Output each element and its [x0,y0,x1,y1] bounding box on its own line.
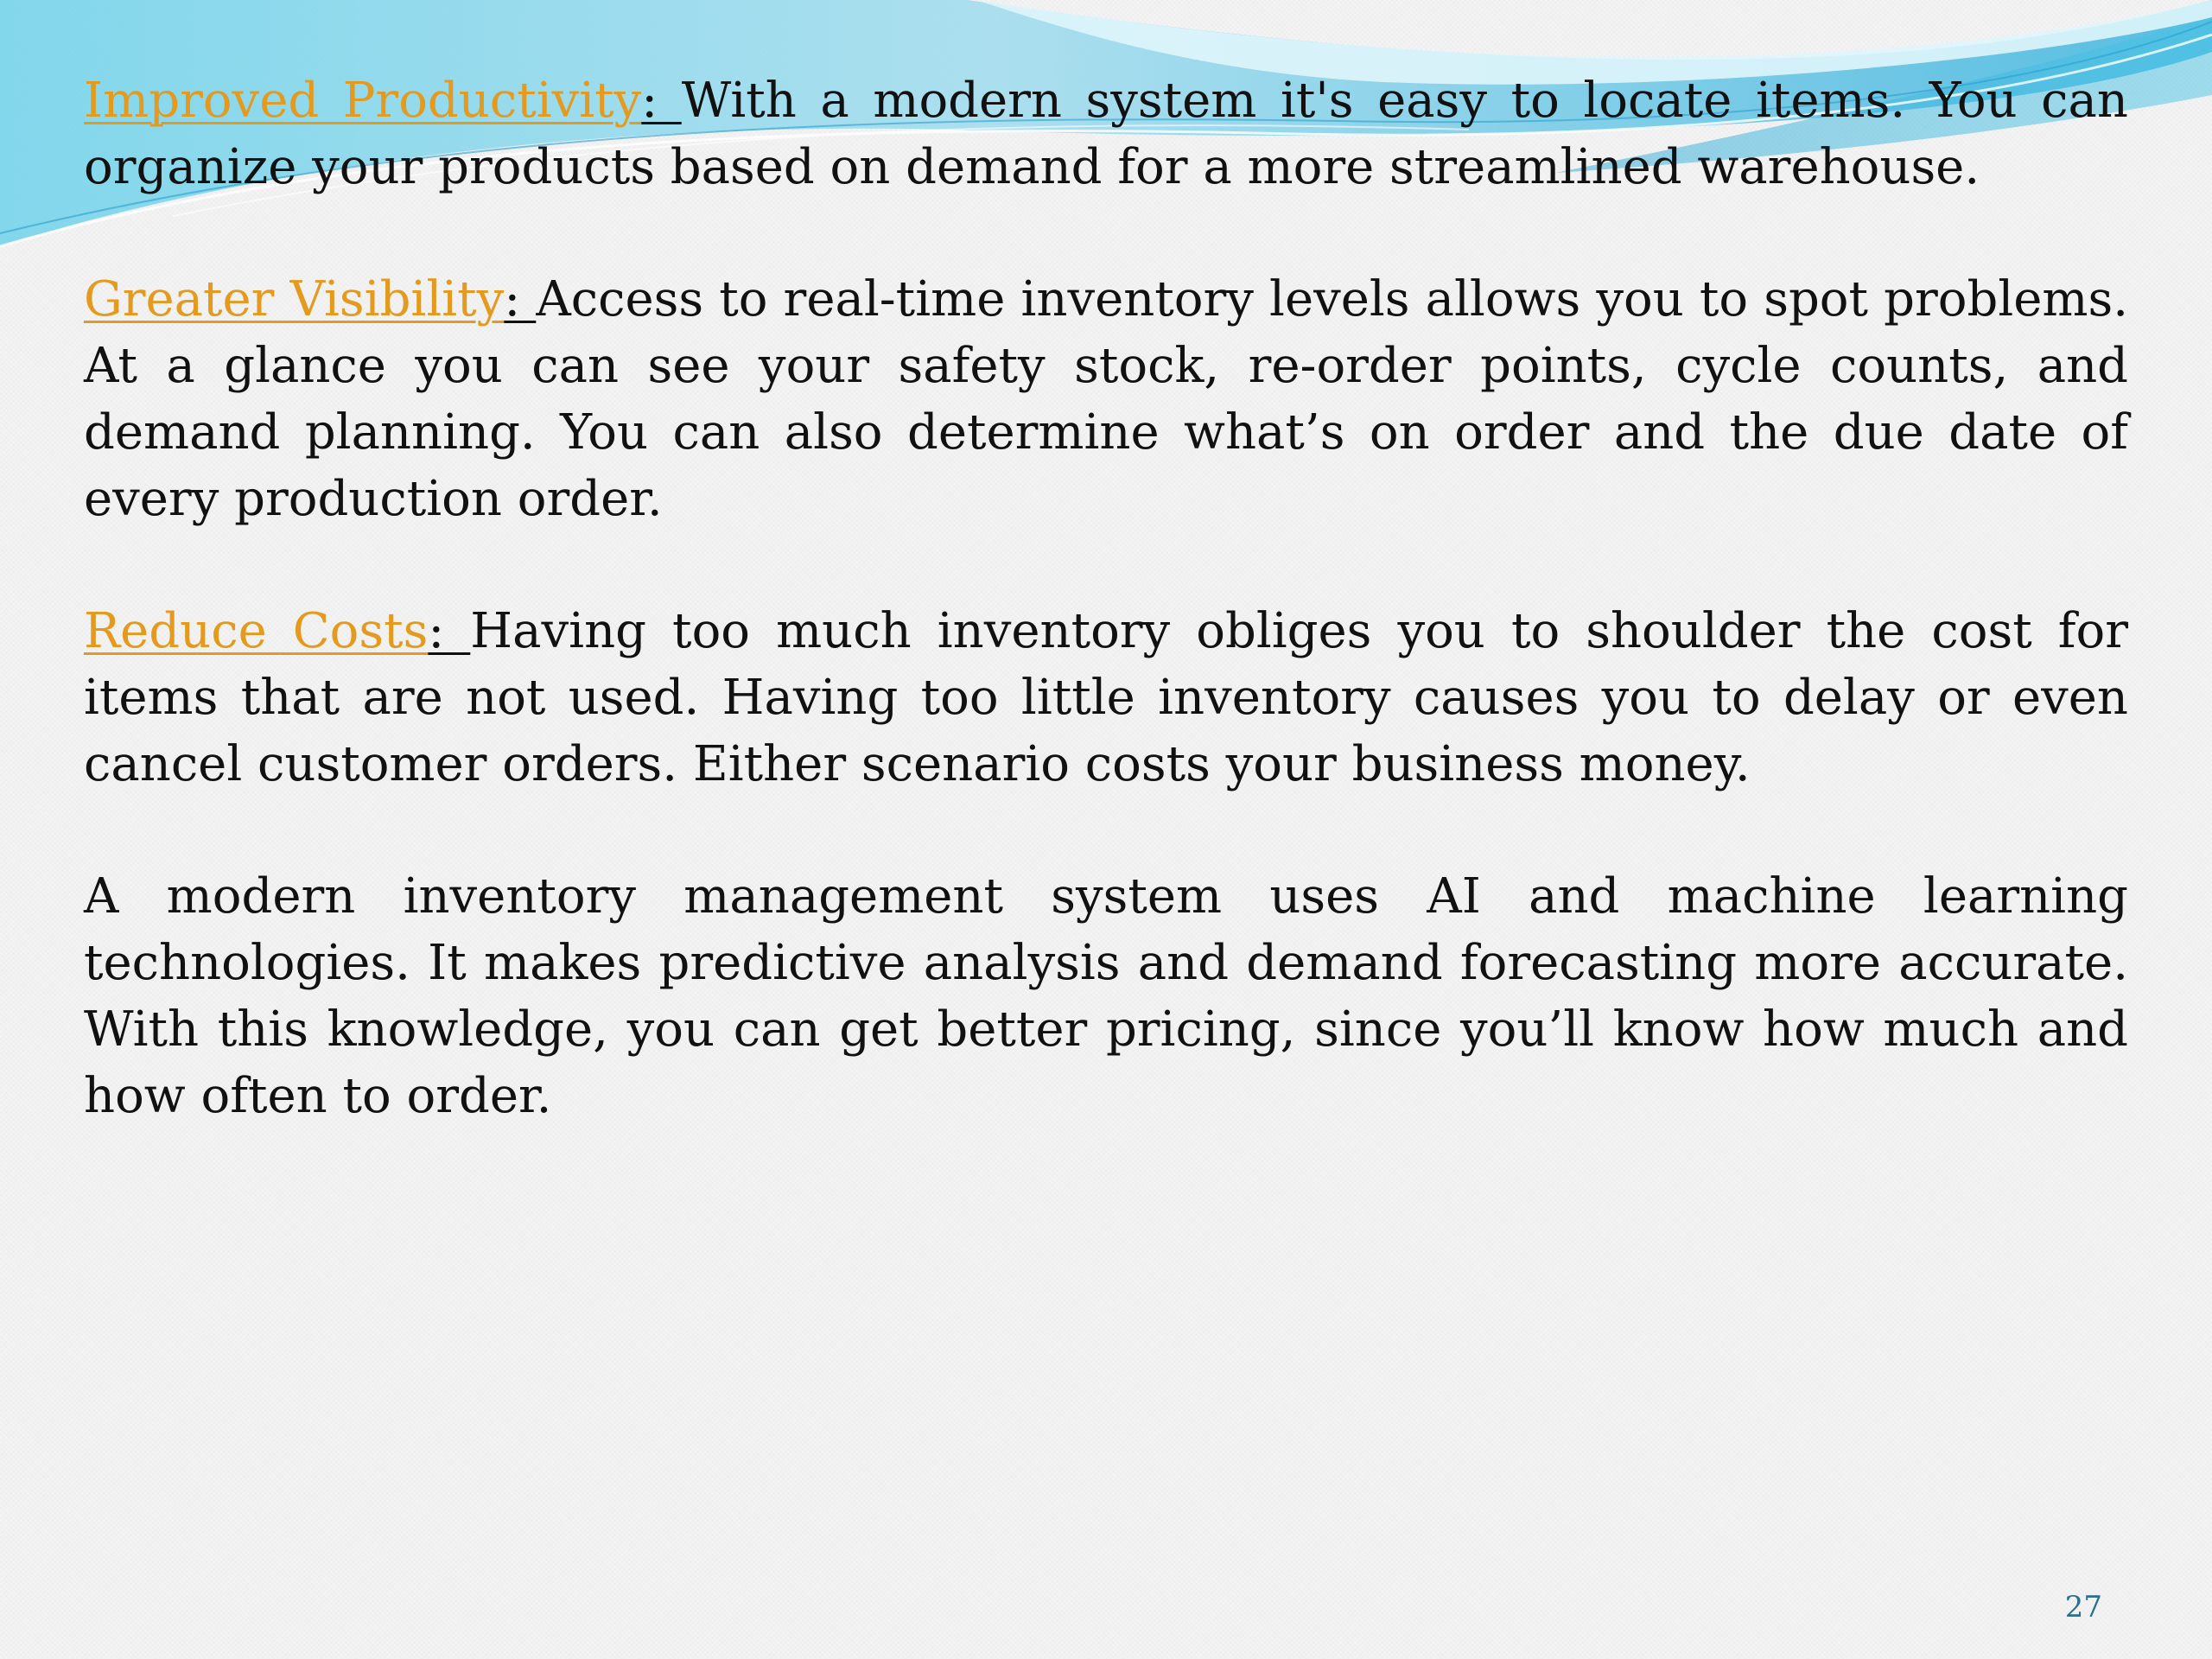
term-reduce-costs[interactable]: Reduce Costs [84,603,429,659]
paragraph-improved-productivity [84,67,2128,200]
paragraph-text: A modern inventory management system uses AI and machine learning technologies. It makes predictive analysis and demand forecasting more accurate. With this knowledge, you can get better pricing, since you’ll know how much and how often to order. [84,868,2128,1124]
term-separator: : [504,271,537,327]
term-greater-visibility[interactable]: Greater Visibility [84,271,505,327]
page-number: 27 [2064,1590,2102,1624]
term-separator: : [428,603,471,659]
slide-body [84,67,2128,1195]
term-separator: : [641,73,682,129]
paragraph-modern-system [84,863,2128,1129]
term-improved-productivity[interactable]: Improved Productivity [84,73,642,129]
paragraph-text: With a modern system it's easy to locate items. You can organize your products based on demand for a more streamlined warehouse. [84,73,2129,195]
paragraph-text: Access to real-time inventory levels allows you to spot problems. At a glance you can see your safety stock, re-order points, cycle counts, and demand planning. You can also determine what’s on order and the due date of every production order. [84,271,2129,527]
paragraph-reduce-costs [84,598,2128,798]
paragraph-text: Having too much inventory obliges you to shoulder the cost for items that are not used. Having too little inventory causes you to delay or even cancel customer orders. Either scenario costs your business money. [84,603,2128,792]
paragraph-greater-visibility [84,266,2128,532]
